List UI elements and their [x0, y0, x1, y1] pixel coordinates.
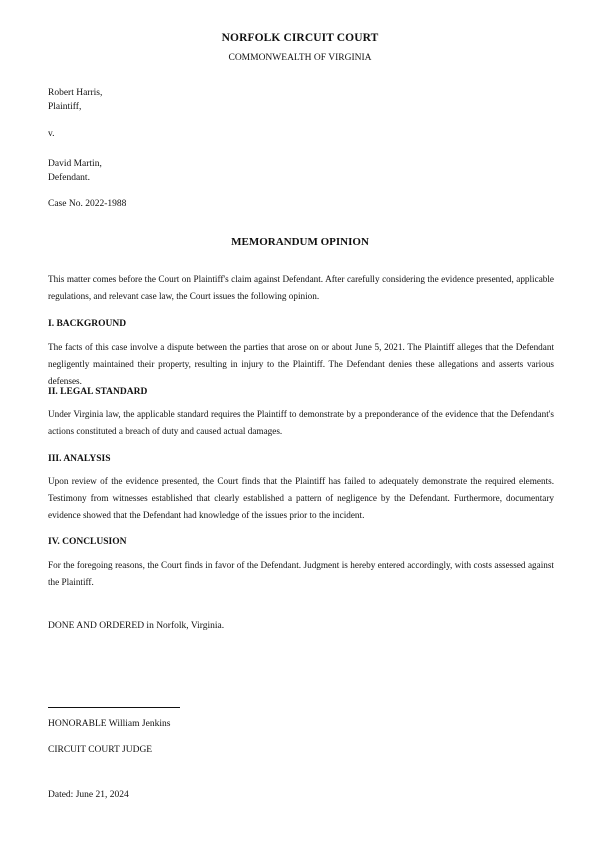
section-body-conclusion: For the foregoing reasons, the Court finds in favor of the Defendant. Judgment is hereby entered accordingly, with costs assessed against the Plaintiff.: [48, 560, 554, 587]
section-heading-analysis: III. ANALYSIS: [48, 454, 111, 464]
court-name: NORFOLK CIRCUIT COURT: [221, 32, 379, 44]
judge-name: HONORABLE William Jenkins: [48, 719, 171, 729]
section-heading-background: I. BACKGROUND: [48, 319, 127, 329]
section-heading-conclusion: IV. CONCLUSION: [48, 537, 127, 547]
plaintiff-name: Robert Harris,: [48, 88, 103, 98]
signature-line: [48, 707, 180, 708]
case-number: Case No. 2022-1988: [48, 199, 127, 209]
intro-paragraph: This matter comes before the Court on Plaintiff's claim against Defendant. After carefully considering the evidence presented, applicable regulations, and relevant case law, the Court issues the following opinion.: [48, 274, 554, 301]
section-body-background: The facts of this case involve a dispute between the parties that arose on or about June 5, 2021. The Plaintiff alleges that the Defendant negligently maintained their property, resulting in injury to the Plaintiff. The Defendant denies these allegations and asserts various defenses.: [48, 342, 554, 386]
plaintiff-block: [48, 86, 102, 114]
versus: v.: [48, 129, 55, 139]
section-heading-legal-standard: II. LEGAL STANDARD: [48, 387, 148, 397]
plaintiff-role: Plaintiff,: [48, 102, 82, 112]
closing-statement: DONE AND ORDERED in Norfolk, Virginia.: [48, 621, 225, 631]
opinion-title: MEMORANDUM OPINION: [231, 236, 369, 248]
defendant-block: [48, 157, 102, 185]
date-line: Dated: June 21, 2024: [48, 790, 129, 800]
jurisdiction: COMMONWEALTH OF VIRGINIA: [228, 53, 372, 63]
section-body-analysis: Upon review of the evidence presented, the Court finds that the Plaintiff has failed to adequately demonstrate the required elements. Testimony from witnesses established that clearly established a pattern of negligence by the Defendant. Furthermore, documentary evidence showed that the Defendant had knowledge of the issues prior to the incident.: [48, 476, 554, 520]
judge-title: CIRCUIT COURT JUDGE: [48, 745, 153, 755]
section-body-legal-standard: Under Virginia law, the applicable standard requires the Plaintiff to demonstrate by a preponderance of the evidence that the Defendant's actions constituted a breach of duty and caused actual damages.: [48, 409, 554, 436]
defendant-name: David Martin,: [48, 159, 102, 169]
defendant-role: Defendant.: [48, 173, 90, 183]
